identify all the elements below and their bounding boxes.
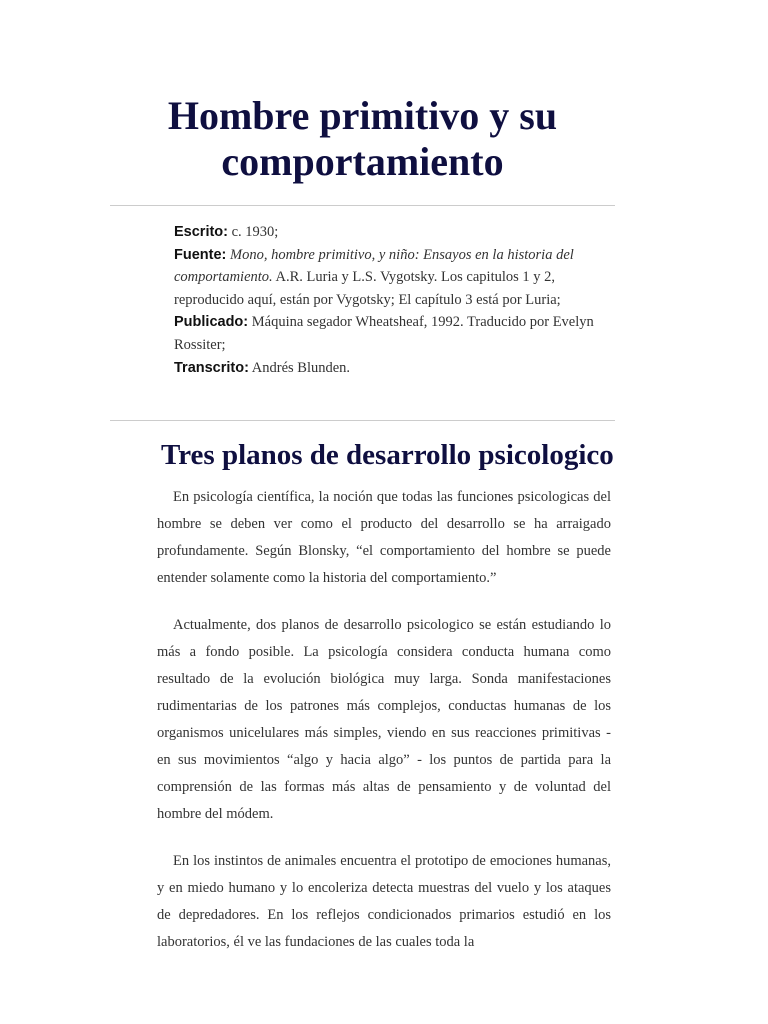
body-text	[157, 484, 611, 976]
source-title: Mono, hombre primitivo, y niño: Ensayos en la historia del comportamiento.	[174, 246, 574, 286]
document-info	[174, 221, 594, 379]
section-heading: Tres planos de desarrollo psicologico	[161, 439, 614, 471]
written-value: c. 1930;	[228, 224, 279, 240]
info-transcribed	[174, 357, 594, 380]
written-label: Escrito:	[174, 224, 228, 240]
paragraph: En los instintos de animales encuentra el prototipo de emociones humanas, y en miedo humano y lo encoleriza detecta muestras del vuelo y los ataques de depredadores. En los reflejos condicionados primarios estudió en los laboratorios, él ve las fundaciones de las cuales toda la	[157, 853, 611, 950]
paragraph: En psicología científica, la noción que todas las funciones psicologicas del hombre se deben ver como el producto del desarrollo se ha arraigado profundamente. Según Blonsky, “el comportamiento del hombre se puede entender solamente como la historia del comportamiento.”	[157, 489, 611, 586]
info-published	[174, 311, 594, 356]
source-details: A.R. Luria y L.S. Vygotsky. Los capitulos 1 y 2, reproducido aquí, están por Vygotsky; El capítulo 3 está por Luria;	[174, 269, 561, 308]
transcribed-label: Transcrito:	[174, 359, 249, 376]
source-label: Fuente:	[174, 246, 227, 263]
info-source	[174, 244, 594, 312]
page-title: Hombre primitivo y su comportamiento	[167, 93, 558, 184]
bottom-divider	[110, 420, 615, 421]
info-written	[174, 221, 594, 244]
published-label: Publicado:	[174, 314, 249, 331]
transcribed-value: Andrés Blunden.	[248, 359, 351, 376]
top-divider	[110, 205, 615, 206]
paragraph: Actualmente, dos planos de desarrollo psicologico se están estudiando lo más a fondo posible. La psicología considera conducta humana como resultado de la evolución biológica muy larga. Sonda manifestaciones rudimentarias de los patrones más complejos, conductas humanas de los organismos unicelulares más simples, viendo en sus reacciones primitivas - en sus movimientos “algo y hacia algo” - los puntos de partida para la comprensión de las formas más altas de pensamiento y de voluntad del hombre del módem.	[157, 617, 611, 822]
published-value: Máquina segador Wheatsheaf, 1992. Traducido por Evelyn Rossiter;	[174, 314, 594, 353]
